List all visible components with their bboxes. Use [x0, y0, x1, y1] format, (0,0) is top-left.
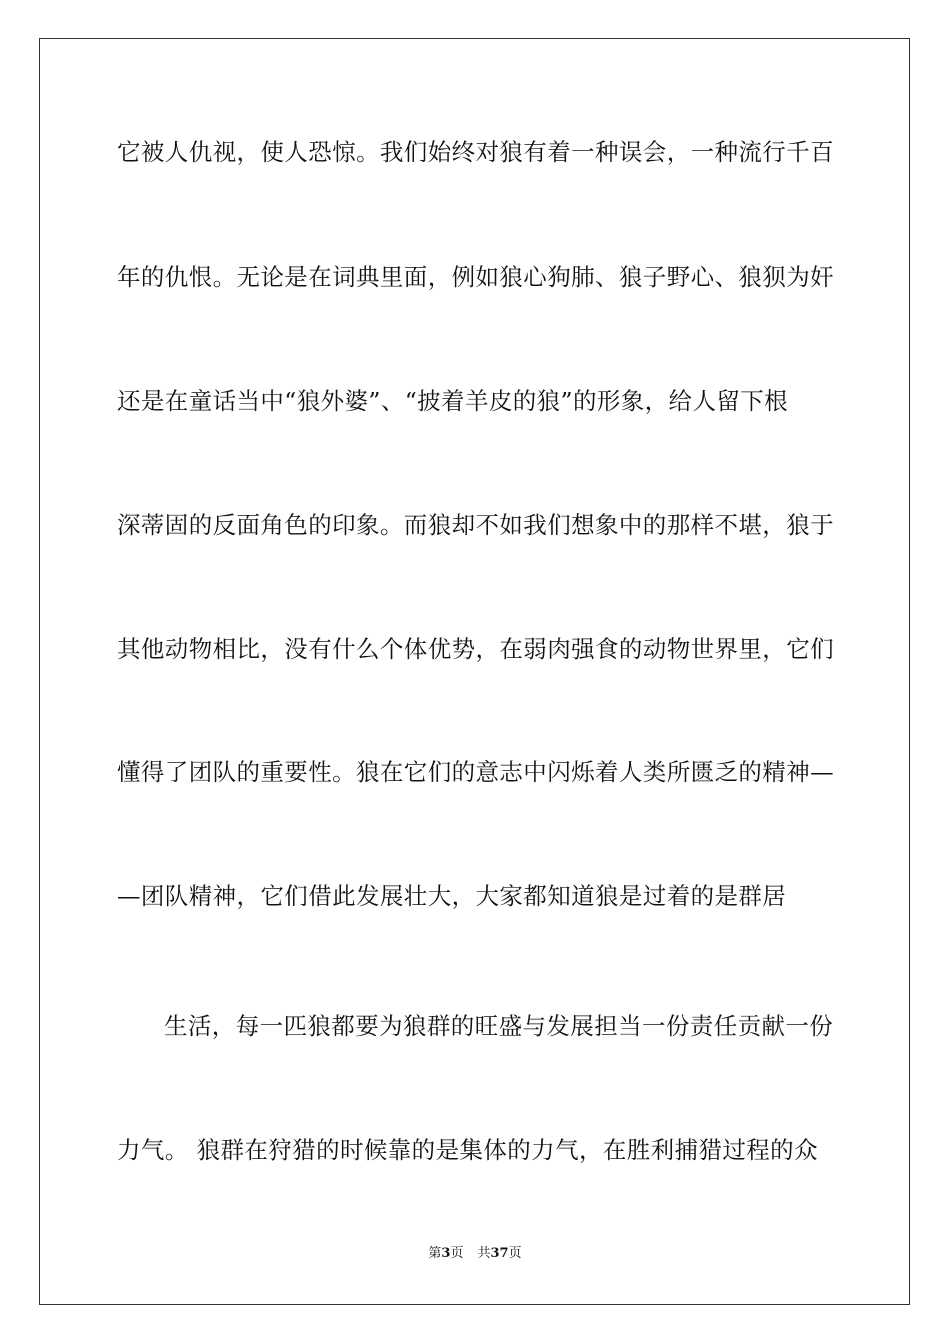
body-text-line-1: 它被人仇视，使人恐惊。我们始终对狼有着一种误会，一种流行千百 [117, 138, 834, 166]
body-text-line-4: 深蒂固的反面角色的印象。而狼却不如我们想象中的那样不堪，狼于 [117, 511, 834, 539]
total-suffix: 页 [508, 1246, 522, 1261]
page-border [39, 38, 910, 1305]
body-text-line-9: 力气。 狼群在狩猎的时候靠的是集体的力气，在胜利捕猎过程的众 [117, 1136, 818, 1164]
page-number: 3 [441, 1246, 451, 1261]
body-text-line-8: 生活，每一匹狼都要为狼群的旺盛与发展担当一份责任贡献一份 [164, 1012, 834, 1040]
body-text-line-5: 其他动物相比，没有什么个体优势，在弱肉强食的动物世界里，它们 [117, 635, 834, 663]
page-footer [0, 1245, 950, 1263]
page-prefix: 第 [428, 1246, 442, 1261]
total-prefix: 共 [477, 1246, 491, 1261]
body-text-line-3: 还是在童话当中“狼外婆”、“披着羊皮的狼”的形象，给人留下根 [117, 387, 789, 415]
body-text-line-7: —团队精神，它们借此发展壮大，大家都知道狼是过着的是群居 [117, 882, 787, 910]
total-pages: 37 [490, 1246, 509, 1261]
body-text-line-2: 年的仇恨。无论是在词典里面，例如狼心狗肺、狼子野心、狼狈为奸 [117, 263, 834, 291]
body-text-line-6: 懂得了团队的重要性。狼在它们的意志中闪烁着人类所匮乏的精神— [117, 758, 834, 786]
page-suffix: 页 [450, 1246, 464, 1261]
